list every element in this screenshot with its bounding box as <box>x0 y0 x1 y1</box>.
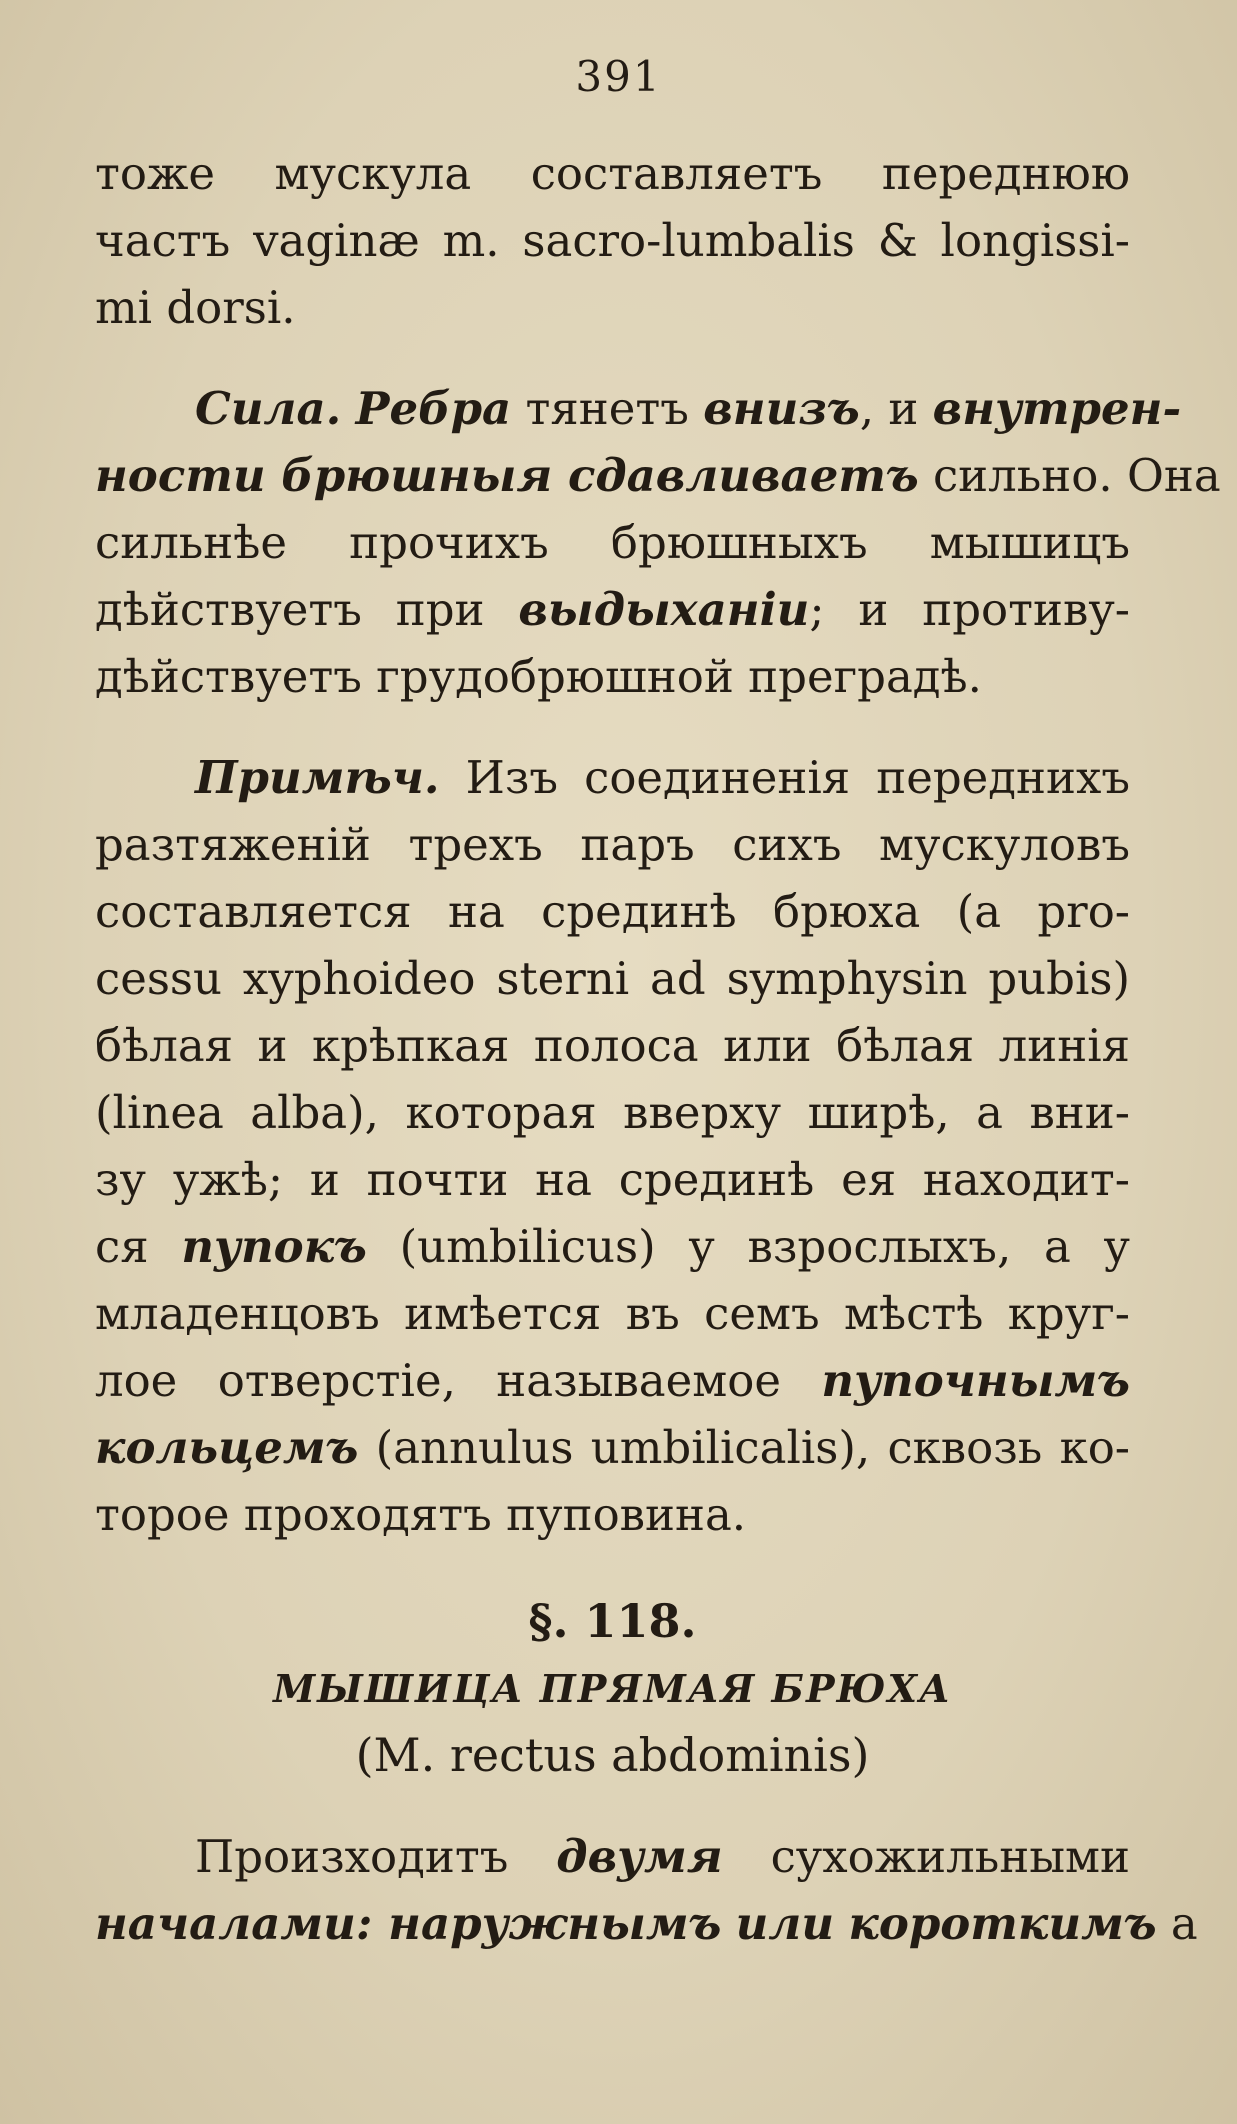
italic-term: короткимъ <box>848 1897 1157 1950</box>
text-line: младенцовъ имѣется въ семъ мѣстѣ круг- <box>95 1287 1130 1340</box>
italic-term: Сила. <box>195 382 342 435</box>
italic-term: пупокъ <box>181 1220 367 1273</box>
text-line: Примѣч. Изъ соединенія переднихъ <box>195 751 1130 804</box>
section-title: МЫШИЦА ПРЯМАЯ БРЮХА <box>273 1666 952 1711</box>
text-line: началами: наружнымъ или короткимъ а <box>95 1897 1198 1950</box>
text-line: ности брюшныя сдавливаетъ сильно. Она <box>95 449 1221 502</box>
italic-term: внизъ <box>703 382 860 435</box>
text-line: тоже мускула составляетъ переднюю <box>95 147 1130 200</box>
text-line: разтяженій трехъ паръ сихъ мускуловъ <box>95 818 1130 871</box>
text-line: дѣйствуетъ грудобрюшной преградѣ. <box>95 650 982 703</box>
italic-term: или <box>735 1897 835 1950</box>
text-line: составляется на срединѣ брюха (a pro- <box>95 885 1130 938</box>
page-text <box>95 140 1221 1957</box>
italic-term: кольцемъ <box>95 1421 359 1474</box>
text-line: ся пупокъ (umbilicus) у взрослыхъ, а у <box>95 1220 1130 1273</box>
italic-term: выдыханіи <box>518 583 810 636</box>
text-line: (linea alba), которая вверху ширѣ, а вни- <box>95 1086 1130 1139</box>
italic-term: Примѣч. <box>195 751 440 804</box>
text-line: дѣйствуетъ при выдыханіи; и противу- <box>95 583 1130 636</box>
text-line: торое проходятъ пуповина. <box>95 1488 747 1541</box>
text-line: Сила. Ребра тянетъ внизъ, и внутрен- <box>195 382 1182 435</box>
text-line: cessu xyphoideo sterni ad symphysin pubis) <box>95 952 1130 1005</box>
text-line: кольцемъ (annulus umbilicalis), сквозь ко- <box>95 1421 1130 1474</box>
text-line: лое отверстіе, называемое пупочнымъ <box>95 1354 1130 1407</box>
section-number: §. 118. <box>528 1594 697 1648</box>
italic-term: двумя <box>556 1830 723 1883</box>
italic-term: внутрен- <box>932 382 1182 435</box>
text-line: Произходитъ двумя сухожильными <box>195 1830 1130 1883</box>
italic-term: Ребра <box>355 382 512 435</box>
italic-term: ности брюшныя сдавливаетъ <box>95 449 919 502</box>
text-line: частъ vaginæ m. sacro-lumbalis & longissi- <box>95 214 1130 267</box>
page-number: 391 <box>575 52 662 101</box>
italic-term: началами: наружнымъ <box>95 1897 722 1950</box>
text-line: бѣлая и крѣпкая полоса или бѣлая линія <box>95 1019 1130 1072</box>
text-line: зу ужѣ; и почти на срединѣ ея находит- <box>95 1153 1130 1206</box>
section-latin-title: (M. rectus abdominis) <box>355 1728 870 1782</box>
text-line: mi dorsi. <box>95 281 296 334</box>
italic-term: пупочнымъ <box>821 1354 1130 1407</box>
text-line: сильнѣе прочихъ брюшныхъ мышицъ <box>95 516 1130 569</box>
